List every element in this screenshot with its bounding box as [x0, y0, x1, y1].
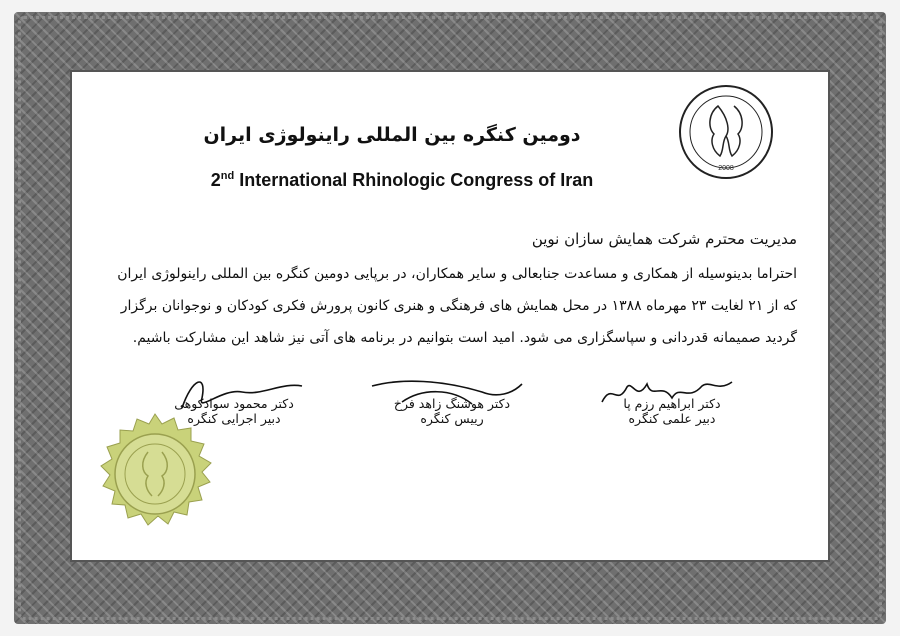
certificate-panel: [72, 72, 828, 560]
signatory-name: دکتر محمود سوادکوهی: [174, 396, 294, 411]
signatory-name: دکتر ابراهیم رزم پا: [623, 396, 721, 411]
gold-seal-icon: [90, 412, 220, 542]
title-text: International Rhinologic Congress of Iran: [234, 170, 594, 190]
title-persian: دومین کنگره بین المللی راینولوژی ایران: [203, 124, 581, 146]
logo-year: 2008: [718, 165, 734, 172]
body-line-3: گردید صمیمانه قدردانی و سپاسگزاری می شود. امید است بتوانیم در برنامه های آتی نیز شاهد این مشارکت باشیم.: [132, 330, 797, 346]
signatory-role: رییس کنگره: [420, 411, 484, 426]
body-line-1: احتراما بدینوسیله از همکاری و مساعدت جنابعالی و سایر همکاران، در برپایی دومین کنگره بین المللی راینولوژی ایران: [117, 266, 797, 282]
signatory-scientific: [572, 396, 772, 426]
body-line-2: که از ۲۱ لغایت ۲۳ مهرماه ۱۳۸۸ در محل همایش های فرهنگی و هنری کانون پرورش فکری کودکان و نوجوانان برگزار: [120, 298, 797, 314]
title-number: 2: [210, 170, 221, 190]
recipient-line: مدیریت محترم شرکت همایش سازان نوین: [531, 230, 797, 248]
signatory-president: [352, 396, 552, 426]
title-english: [182, 170, 622, 191]
signatory-role: دبیر اجرایی کنگره: [187, 411, 281, 426]
society-logo-icon: [678, 84, 774, 180]
signatory-role: دبیر علمی کنگره: [628, 411, 716, 426]
signatory-name: دکتر هوشنگ زاهد فرخ: [393, 396, 511, 411]
title-ordinal: nd: [220, 170, 235, 182]
